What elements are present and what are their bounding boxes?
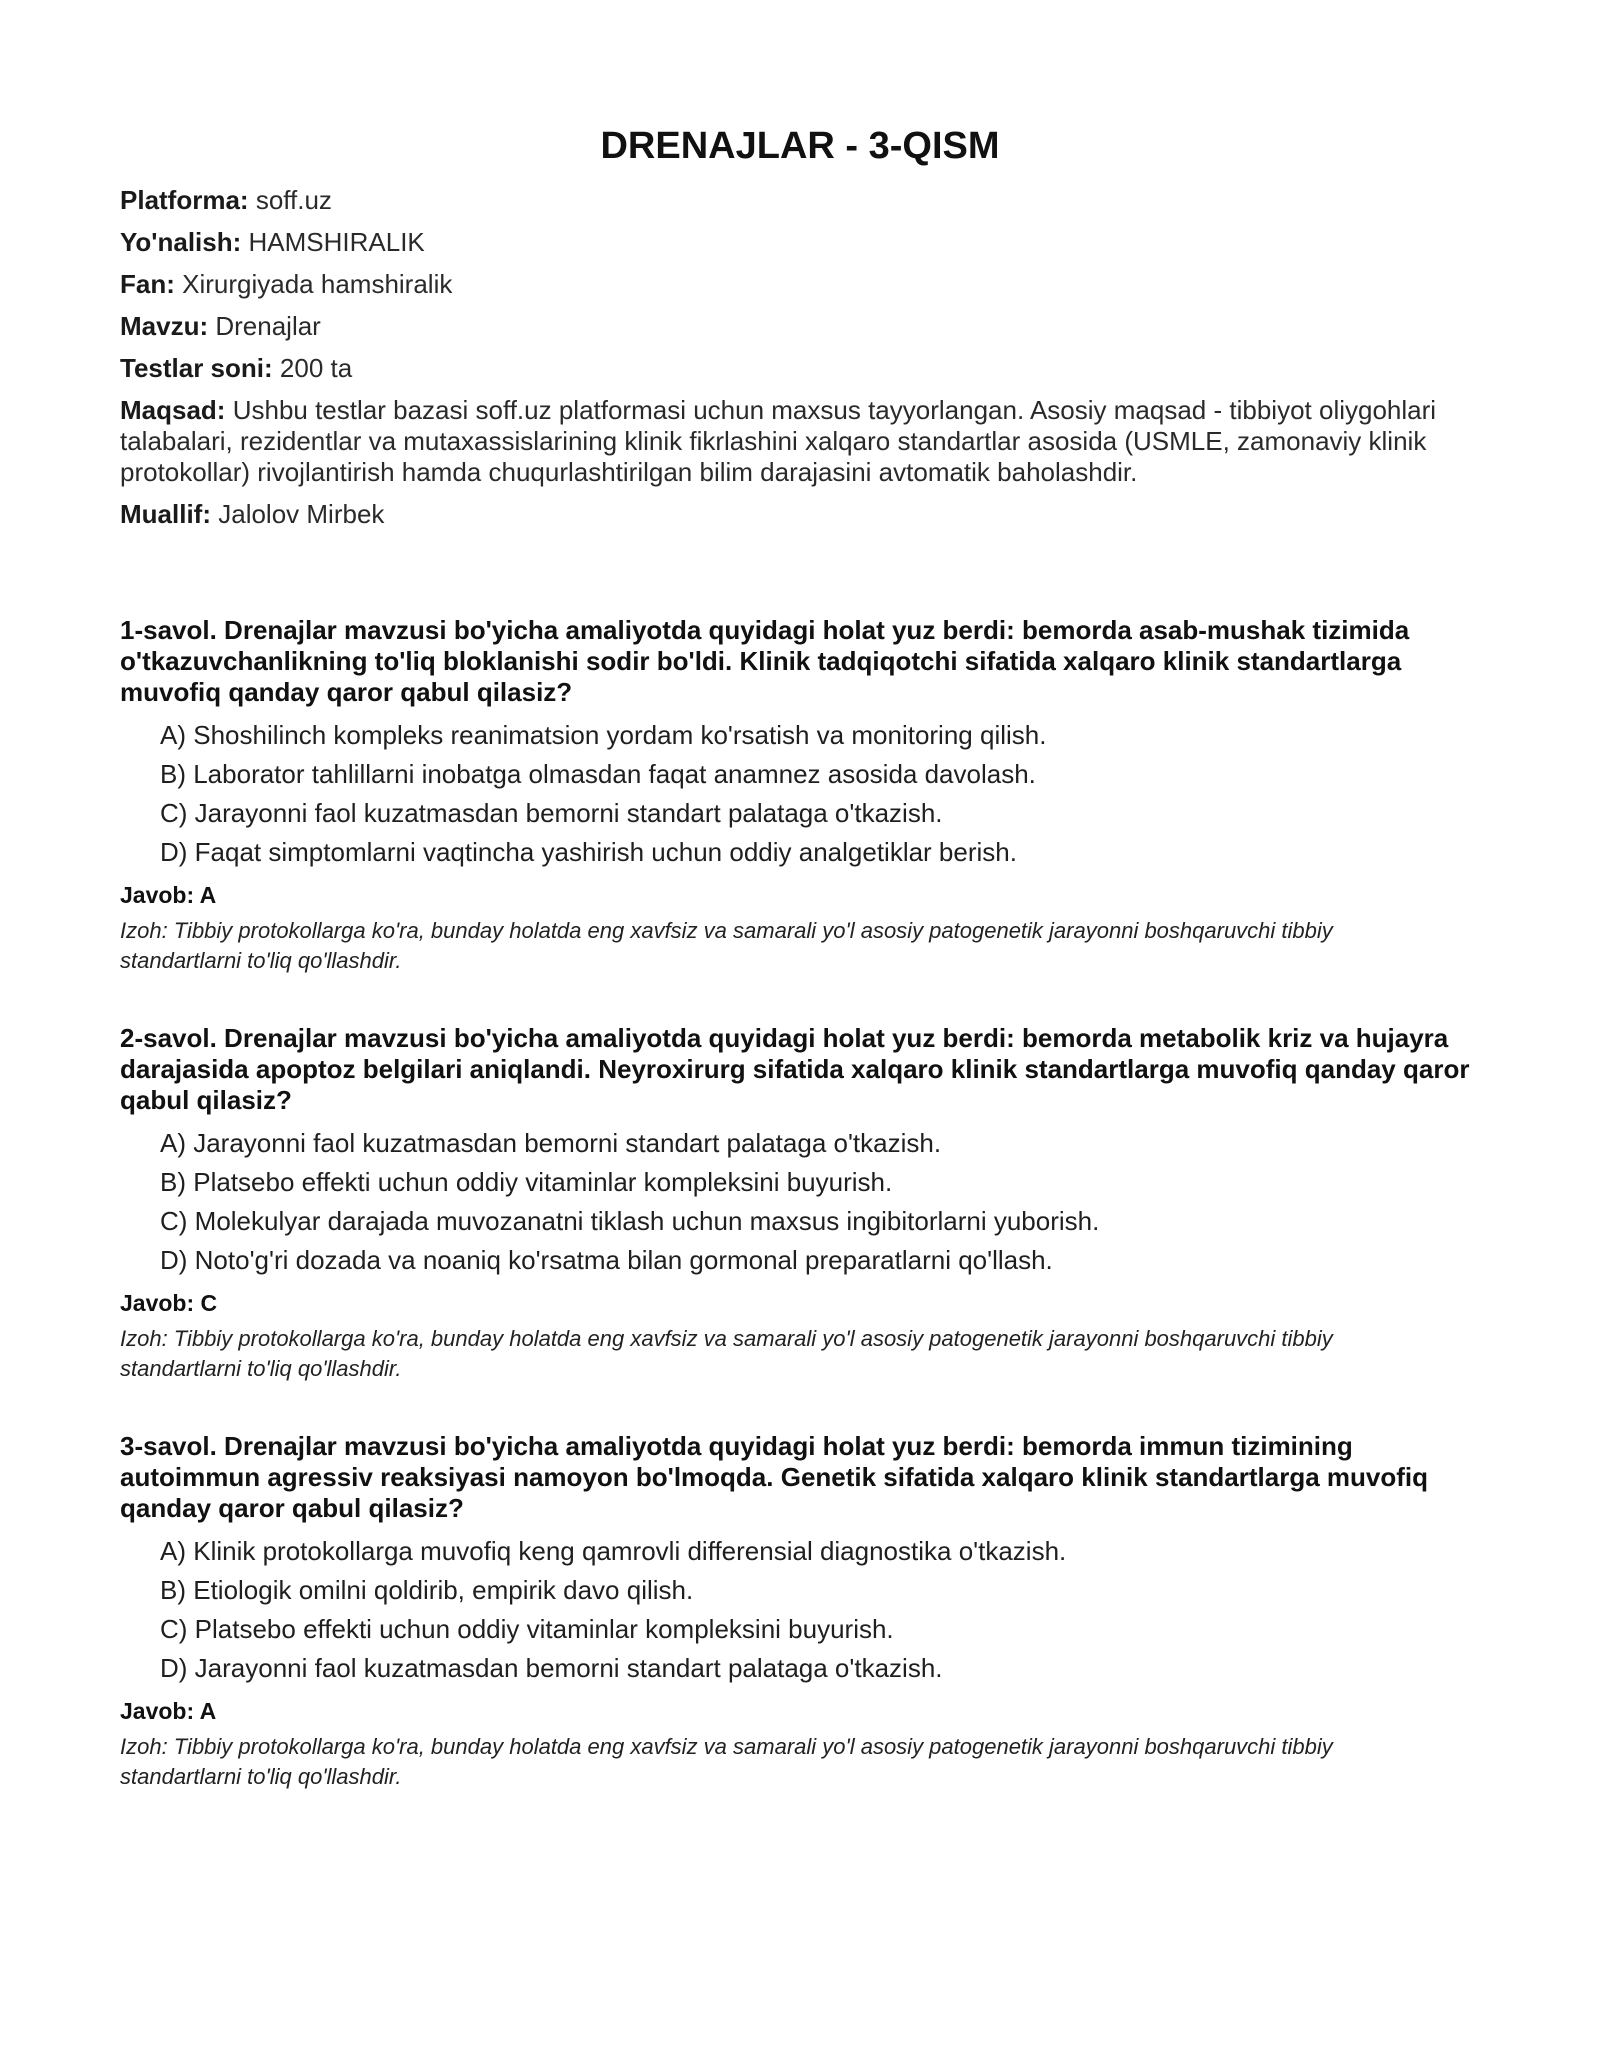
meta-topic: [120, 311, 1480, 342]
option-a: A) Shoshilinch kompleks reanimatsion yordam ko'rsatish va monitoring qilish.: [160, 720, 1047, 750]
meta-value: Jalolov Mirbek: [218, 499, 385, 529]
meta-subject: [120, 269, 1480, 300]
option-b: B) Platsebo effekti uchun oddiy vitaminlar kompleksini buyurish.: [160, 1167, 893, 1197]
option-c: C) Jarayonni faol kuzatmasdan bemorni standart palataga o'tkazish.: [160, 798, 943, 828]
correct-answer: Javob: A: [120, 882, 217, 908]
meta-label: Mavzu:: [120, 311, 209, 341]
meta-value: HAMSHIRALIK: [248, 227, 425, 257]
meta-label: Testlar soni:: [120, 353, 273, 383]
answer-explanation: Izoh: Tibbiy protokollarga ko'ra, bunday holatda eng xavfsiz va samarali yo'l asosiy patogenetik jarayonni boshqaruvchi tibbiy standartlarni to'liq qo'llashdir.: [120, 1734, 1333, 1789]
answer-explanation: Izoh: Tibbiy protokollarga ko'ra, bunday holatda eng xavfsiz va samarali yo'l asosiy patogenetik jarayonni boshqaruvchi tibbiy standartlarni to'liq qo'llashdir.: [120, 918, 1333, 973]
option-d: D) Noto'g'ri dozada va noaniq ko'rsatma bilan gormonal preparatlarni qo'llash.: [160, 1245, 1053, 1275]
question-list: [120, 615, 1480, 1792]
answer-explanation: Izoh: Tibbiy protokollarga ko'ra, bunday holatda eng xavfsiz va samarali yo'l asosiy patogenetik jarayonni boshqaruvchi tibbiy standartlarni to'liq qo'llashdir.: [120, 1326, 1333, 1381]
option-d: D) Jarayonni faol kuzatmasdan bemorni standart palataga o'tkazish.: [160, 1653, 943, 1683]
meta-label: Muallif:: [120, 499, 211, 529]
meta-value: 200 ta: [279, 353, 353, 383]
meta-label: Maqsad:: [120, 395, 226, 425]
meta-value: soff.uz: [255, 185, 332, 215]
correct-answer: Javob: C: [120, 1290, 218, 1316]
answer-options: [120, 1128, 1480, 1276]
option-b: B) Laborator tahlillarni inobatga olmasdan faqat anamnez asosida davolash.: [160, 759, 1036, 789]
meta-direction: [120, 227, 1480, 258]
meta-value: Xirurgiyada hamshiralik: [182, 269, 453, 299]
meta-author: [120, 499, 1480, 530]
option-c: C) Molekulyar darajada muvozanatni tiklash uchun maxsus ingibitorlarni yuborish.: [160, 1206, 1100, 1236]
answer-options: [120, 720, 1480, 868]
meta-test-count: [120, 353, 1480, 384]
answer-options: [120, 1536, 1480, 1684]
question-2: [120, 1023, 1480, 1384]
meta-value: Drenajlar: [215, 311, 321, 341]
question-text: 2-savol. Drenajlar mavzusi bo'yicha amaliyotda quyidagi holat yuz berdi: bemorda metabolik kriz va hujayra darajasida apoptoz belgilari aniqlandi. Neyroxirurg sifatida xalqaro klinik standartlarga muvofiq qanday qaror qabul qilasiz?: [120, 1023, 1470, 1115]
option-c: C) Platsebo effekti uchun oddiy vitaminlar kompleksini buyurish.: [160, 1614, 894, 1644]
meta-platform: [120, 185, 1480, 216]
meta-value: Ushbu testlar bazasi soff.uz platformasi uchun maxsus tayyorlangan. Asosiy maqsad - tibbiyot oliygohlari talabalari, rezidentlar va mutaxassislarining klinik fikrlashini xalqaro standartlar asosida (USMLE, zamonaviy klinik protokollar) rivojlantirish hamda chuqurlashtirilgan bilim darajasini avtomatik baholashdir.: [120, 395, 1437, 487]
option-d: D) Faqat simptomlarni vaqtincha yashirish uchun oddiy analgetiklar berish.: [160, 837, 1017, 867]
document-metadata: [120, 185, 1480, 530]
option-a: A) Klinik protokollarga muvofiq keng qamrovli differensial diagnostika o'tkazish.: [160, 1536, 1067, 1566]
question-1: [120, 615, 1480, 976]
meta-label: Yo'nalish:: [120, 227, 242, 257]
option-b: B) Etiologik omilni qoldirib, empirik davo qilish.: [160, 1575, 694, 1605]
meta-purpose: [120, 395, 1480, 488]
meta-label: Platforma:: [120, 185, 249, 215]
document-title: DRENAJLAR - 3-QISM: [600, 125, 1000, 167]
question-3: [120, 1431, 1480, 1792]
meta-label: Fan:: [120, 269, 175, 299]
question-text: 3-savol. Drenajlar mavzusi bo'yicha amaliyotda quyidagi holat yuz berdi: bemorda immun tizimining autoimmun agressiv reaksiyasi namoyon bo'lmoqda. Genetik sifatida xalqaro klinik standartlarga muvofiq qanday qaror qabul qilasiz?: [120, 1431, 1429, 1523]
option-a: A) Jarayonni faol kuzatmasdan bemorni standart palataga o'tkazish.: [160, 1128, 942, 1158]
correct-answer: Javob: A: [120, 1698, 217, 1724]
question-text: 1-savol. Drenajlar mavzusi bo'yicha amaliyotda quyidagi holat yuz berdi: bemorda asab-mushak tizimida o'tkazuvchanlikning to'liq bloklanishi sodir bo'ldi. Klinik tadqiqotchi sifatida xalqaro klinik standartlarga muvofiq qanday qaror qabul qilasiz?: [120, 615, 1410, 707]
